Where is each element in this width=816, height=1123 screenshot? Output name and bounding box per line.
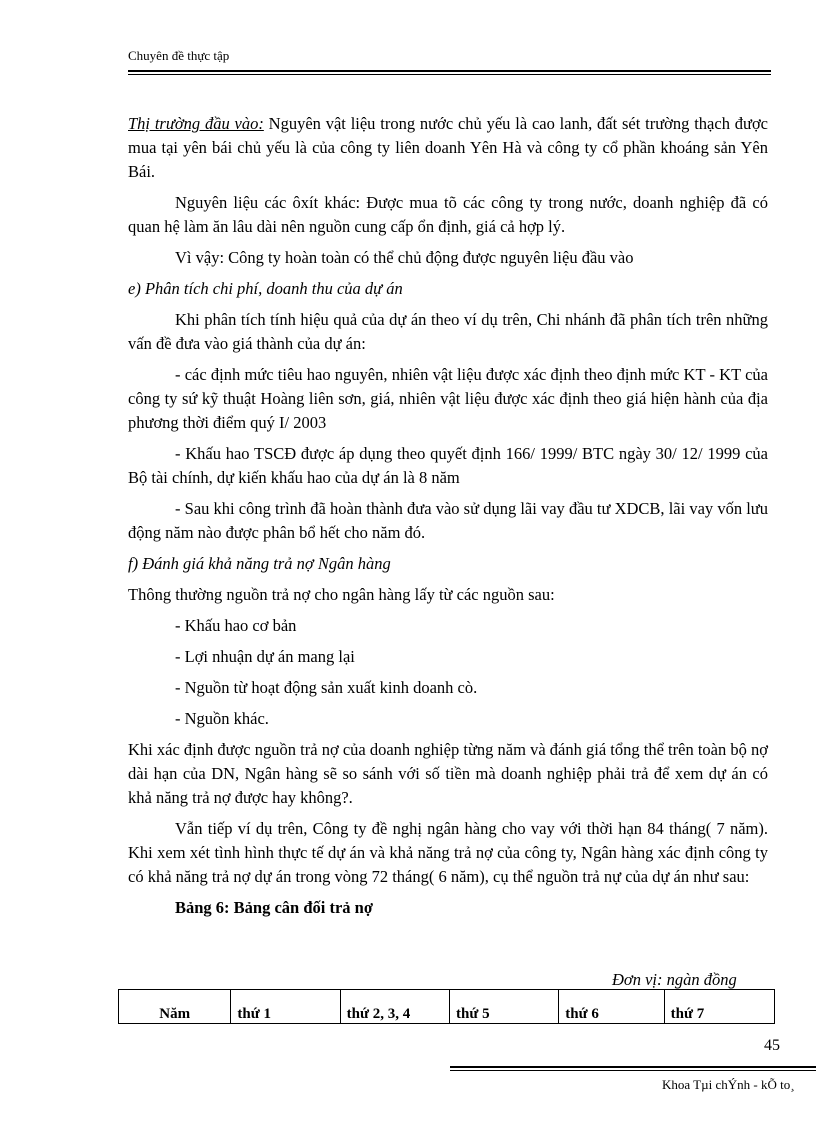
paragraph-interest: - Sau khi công trình đã hoàn thành đưa vào sử dụng lãi vay đầu tư XDCB, lãi vay vốn lưu động năm nào được phân bổ hết cho năm đó.: [128, 499, 768, 542]
paragraph-depreciation: - Khấu hao TSCĐ được áp dụng theo quyết định 166/ 1999/ BTC ngày 30/ 12/ 1999 của Bộ tài chính, dự kiến khấu hao của dự án là 8 năm: [128, 444, 768, 487]
section-heading-f: f) Đánh giá khả năng trả nợ Ngân hàng: [128, 554, 391, 573]
footer-rule-thick: [450, 1066, 816, 1068]
header-rule-thick: [128, 70, 771, 72]
paragraph-consumption-norms: - các định mức tiêu hao nguyên, nhiên vật liệu được xác định theo định mức KT - KT của công ty sứ kỹ thuật Hoàng liên sơn, giá, nhiên vật liệu được xác định theo giá hiện hành của địa phương thời điểm quý I/ 2003: [128, 365, 768, 432]
debt-balance-table: [118, 989, 775, 1024]
table-header-cell: thứ 5: [449, 990, 558, 1024]
table-unit-label: Đơn vị: ngàn đồng: [612, 970, 737, 989]
paragraph-debt-assessment: Khi xác định được nguồn trả nợ của doanh nghiệp từng năm và đánh giá tổng thể trên toàn bộ nợ dài hạn của DN, Ngân hàng sẽ so sánh với số tiền mà doanh nghiệp phải trả để xem dự án có khả năng trả nợ được hay không?.: [128, 740, 768, 807]
paragraph-loan-term: Vẫn tiếp ví dụ trên, Công ty đề nghị ngân hàng cho vay với thời hạn 84 tháng( 7 năm). Khi xem xét tình hình thực tế dự án và khả năng trả nợ của công ty, Ngân hàng xác định công ty có khả năng trả nợ dự án trong vòng 72 tháng( 6 năm), cụ thể nguồn trả nự của dự án như sau:: [128, 819, 768, 886]
table-caption: Bảng 6: Bảng cân đối trả nợ: [175, 898, 373, 917]
paragraph-input-market: [128, 112, 768, 184]
list-item: - Lợi nhuận dự án mang lại: [175, 647, 355, 666]
list-item: - Khấu hao cơ bản: [175, 616, 297, 635]
paragraph-repayment-sources: Thông thường nguồn trả nợ cho ngân hàng lấy từ các nguồn sau:: [128, 585, 555, 604]
table-header-cell: thứ 1: [231, 990, 340, 1024]
header-rule-thin: [128, 74, 771, 75]
input-market-text: Nguyên vật liệu trong nước chủ yếu là cao lanh, đất sét trường thạch được mua tại yên bái chủ yếu là của công ty liên doanh Yên Hà và công ty cổ phần khoáng sản Yên Bái.: [128, 114, 768, 181]
footer-department: Khoa Tµi chÝnh - kÕ to¸: [662, 1077, 795, 1092]
table-header-cell: thứ 6: [559, 990, 664, 1024]
table-header-cell: Năm: [119, 990, 231, 1024]
table-header-cell: thứ 7: [664, 990, 774, 1024]
paragraph-cost-analysis: Khi phân tích tính hiệu quả của dự án theo ví dụ trên, Chi nhánh đã phân tích trên những vấn đề đưa vào giá thành của dự án:: [128, 310, 768, 353]
paragraph-conclusion: Vì vậy: Công ty hoàn toàn có thể chủ động được nguyên liệu đầu vào: [175, 248, 634, 267]
footer-rule-thin: [450, 1070, 816, 1071]
page-number: 45: [764, 1037, 780, 1054]
input-market-label: Thị trường đầu vào:: [128, 114, 264, 133]
section-heading-e: e) Phân tích chi phí, doanh thu của dự án: [128, 279, 403, 298]
list-item: - Nguồn khác.: [175, 709, 269, 728]
paragraph-oxide-materials: Nguyên liệu các ôxít khác: Được mua tõ các công ty trong nước, doanh nghiệp đã có quan hệ làm ăn lâu dài nên nguồn cung cấp ổn định, giá cả hợp lý.: [128, 193, 768, 236]
page-header-title: Chuyên đề thực tập: [128, 48, 230, 63]
list-item: - Nguồn từ hoạt động sản xuất kinh doanh cò.: [175, 678, 478, 697]
table-row: [119, 990, 775, 1024]
table-header-cell: thứ 2, 3, 4: [340, 990, 449, 1024]
document-body: [128, 112, 768, 927]
